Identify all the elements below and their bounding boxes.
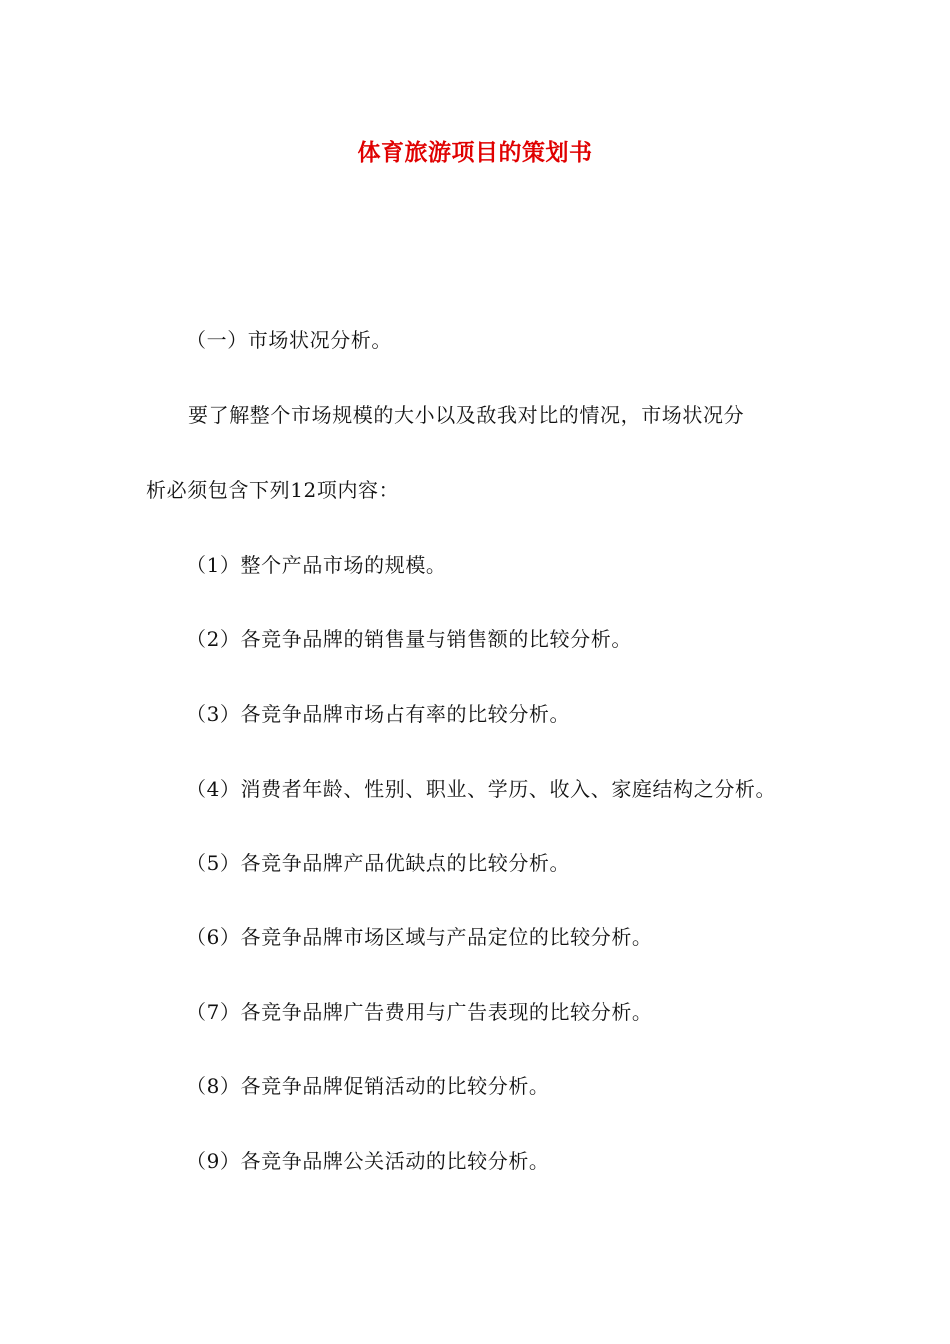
document-title: 体育旅游项目的策划书	[357, 139, 593, 166]
section-heading-market-analysis: （一）市场状况分析。	[186, 328, 392, 352]
list-item-9: （9）各竞争品牌公关活动的比较分析。	[186, 1149, 550, 1173]
list-item-2: （2）各竞争品牌的销售量与销售额的比较分析。	[186, 627, 632, 651]
list-item-4: （4）消费者年龄、性别、职业、学历、收入、家庭结构之分析。	[186, 777, 777, 801]
list-item-8: （8）各竞争品牌促销活动的比较分析。	[186, 1074, 550, 1098]
list-item-1: （1）整个产品市场的规模。	[186, 553, 447, 577]
list-item-3: （3）各竞争品牌市场占有率的比较分析。	[186, 702, 571, 726]
list-item-5: （5）各竞争品牌产品优缺点的比较分析。	[186, 851, 571, 875]
list-item-7: （7）各竞争品牌广告费用与广告表现的比较分析。	[186, 1000, 653, 1024]
list-item-6: （6）各竞争品牌市场区域与产品定位的比较分析。	[186, 925, 653, 949]
paragraph-line-1: 要了解整个市场规模的大小以及敌我对比的情况，市场状况分	[188, 403, 745, 427]
paragraph-line-2: 析必须包含下列12项内容：	[146, 478, 400, 502]
